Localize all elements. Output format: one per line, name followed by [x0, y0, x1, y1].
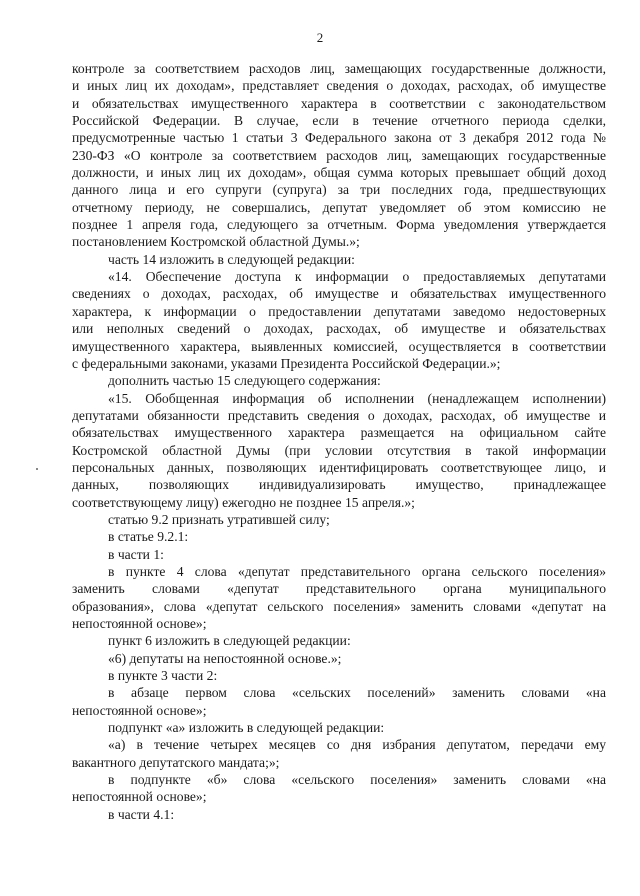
text-line: позднее 1 апреля года, следующего за отчетным. Форма уведомления утверждается	[72, 217, 606, 233]
text-line: непостоянной основе»;	[72, 702, 207, 718]
document-body	[72, 60, 606, 823]
text-line: непостоянной основе»;	[72, 616, 207, 631]
text-line: непостоянной основе»;	[72, 789, 207, 805]
text-line: сведениях о доходах, расходах, об имуществе и обязательствах имущественного	[72, 286, 606, 302]
text-line: в части 1:	[108, 546, 164, 562]
text-line: в пункте 3 части 2:	[108, 668, 218, 684]
text-line: вакантного депутатского мандата;»;	[72, 754, 280, 770]
text-line: депутатами обязанности представить сведения о доходах, расходах, об имуществе и	[72, 407, 606, 423]
text-line: обязательствах имущественного характера размещается на официальном сайте	[72, 425, 606, 441]
text-line: постановлением Костромской областной Думы.»;	[72, 234, 360, 250]
text-line: и обязательствах имущественного характера в соответствии с законодательством	[72, 95, 606, 111]
text-line: пункт 6 изложить в следующей редакции:	[108, 633, 351, 649]
text-line: образования», слова «депутат сельского поселения» заменить словами «депутат на	[72, 598, 606, 614]
text-line: в части 4.1:	[108, 806, 175, 822]
text-line: контроле за соответствием расходов лиц, замещающих государственные должности,	[72, 61, 606, 76]
text-line: в подпункте «б» слова «сельского поселения» заменить словами «на	[108, 772, 606, 788]
text-line: данного лица и его супруги (супруга) за три последних года, предшествующих	[72, 182, 606, 198]
text-line: подпункт «а» изложить в следующей редакции:	[108, 720, 385, 736]
text-line: в пункте 4 слова «депутат представительного органа сельского поселения»	[108, 563, 606, 579]
text-line: данных, позволяющих индивидуализировать имущество, принадлежащее	[72, 477, 606, 493]
text-line: заменить словами «депутат представительного органа муниципального	[72, 581, 606, 597]
text-line: или неполных сведений о доходах, расходах, об имуществе и обязательствах	[72, 321, 606, 337]
text-line: «15. Обобщенная информация об исполнении (ненадлежащем исполнении)	[108, 390, 606, 406]
text-line: персональных данных, позволяющих идентифицировать соответствующее лицо, и	[72, 459, 606, 475]
text-line: часть 14 изложить в следующей редакции:	[108, 251, 355, 267]
text-line: соответствующему лицу) ежегодно не позднее 15 апреля.»;	[72, 494, 415, 510]
text-line: должности, и иных лиц их доходам», общая сумма которых превышает общий доход	[72, 165, 606, 181]
text-line: имущественного характера, выявленных комиссией, осуществляется в соответствии	[72, 338, 606, 354]
text-line: отчетному периоду, не совершались, депутат уведомляет об этом комиссию не	[72, 199, 606, 215]
scan-dot	[36, 468, 38, 470]
text-line: и иных лиц их доходам», представляет сведения о доходах, расходах, об имуществе	[72, 78, 606, 94]
text-line: «6) депутаты на непостоянной основе.»;	[108, 650, 342, 666]
text-line: в статье 9.2.1:	[108, 529, 189, 545]
text-line: Костромской областной Думы (при условии отсутствия в такой информации	[72, 442, 606, 458]
text-line: характера, к информации о предоставлении депутатами заведомо недостоверных	[72, 303, 606, 319]
page-number: 2	[316, 30, 324, 45]
text-line: статью 9.2 признать утратившей силу;	[108, 511, 330, 527]
text-line: предусмотренные частью 1 статьи 3 Федерального закона от 3 декабря 2012 года №	[72, 130, 606, 146]
text-line: с федеральными законами, указами Президента Российской Федерации.»;	[72, 355, 501, 371]
text-line: дополнить частью 15 следующего содержания:	[108, 373, 381, 389]
text-line: «а) в течение четырех месяцев со дня избрания депутатом, передачи ему	[108, 737, 606, 753]
text-line: 230-ФЗ «О контроле за соответствием расходов лиц, замещающих государственные	[72, 147, 606, 163]
text-line: в абзаце первом слова «сельских поселений» заменить словами «на	[108, 685, 606, 701]
text-line: «14. Обеспечение доступа к информации о предоставляемых депутатами	[108, 269, 606, 285]
text-line: Российской Федерации. В случае, если в течение отчетного периода сделки,	[72, 113, 606, 129]
